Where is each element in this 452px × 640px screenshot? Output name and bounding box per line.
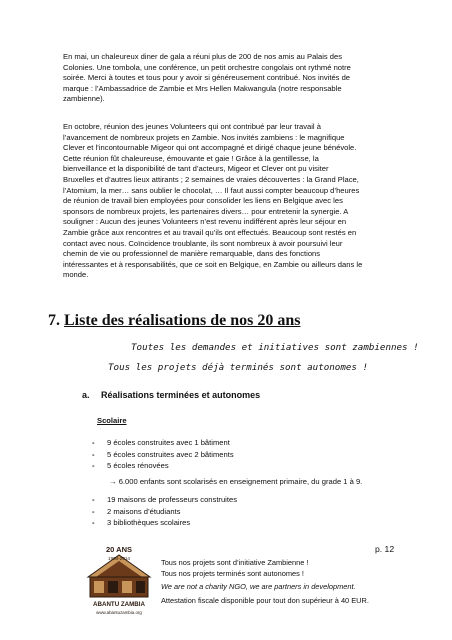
list-item (92, 517, 237, 529)
page-number: p. 12 (375, 544, 395, 554)
paragraph-line: Zambie grâce aux rencontres et au travail qu’ils ont effectués. Beaucoup sont restés en (63, 227, 357, 237)
list-item (92, 460, 234, 472)
footer-line-initiative: Tous nos projets sont d’initiative Zambienne ! (161, 558, 309, 567)
footer-line-autonomous: Tous nos projets terminés sont autonomes ! (161, 569, 304, 579)
paragraph-line: contact avec nous. Coïncidence troublante, ils sont nombreux à avoir poursuivi leur (63, 238, 343, 248)
paragraph-volunteers (63, 122, 398, 281)
abantu-zambia-logo (82, 543, 156, 621)
dash-bullet: - (92, 449, 95, 459)
paragraph-line: marque : l’Ambassadrice de Zambie et Mrs Hellen Makwangula (notre responsable (63, 83, 342, 93)
logo-dates: 1994-2014 (108, 556, 130, 561)
list-item (92, 506, 237, 518)
logo-name: ABANTU ZAMBIA (93, 601, 145, 608)
paragraph-gala (63, 52, 398, 105)
subsection-label: a. (82, 390, 90, 400)
list-item-text: 5 écoles construites avec 2 bâtiments (107, 449, 234, 459)
paragraph-line: souligner : Aucun des jeunes Volunteers n’est revenu indifférent après leur séjour en (63, 217, 347, 227)
list-item-text: 2 maisons d’étudiants (107, 506, 181, 516)
dash-bullet: - (92, 461, 95, 470)
section-title: Liste des réalisations de nos 20 ans (64, 312, 301, 329)
paragraph-line: monde. (63, 270, 89, 280)
school-list (92, 437, 234, 472)
paragraph-line: En octobre, réunion des jeunes Volunteers qui ont contribué par leur travail à (63, 122, 321, 131)
paragraph-line: Colonies. Une tombola, une conférence, un petit orchestre congolais ont rythmé notre (63, 62, 351, 72)
list-item (92, 494, 237, 506)
list-item (92, 449, 234, 461)
paragraph-line: de réunion de travail bien employées pour consolider les liens en Belgique avec les (63, 196, 343, 206)
paragraph-line: Bruxelles et d’autres lieux attirants ; 2 semaines de vraies découvertes : la Grand Place, (63, 174, 359, 184)
section-number: 7. (48, 312, 60, 329)
logo-url: www.abantuzambia.org (96, 610, 142, 615)
section-heading (48, 312, 300, 330)
tagline-autonomous-projects: Tous les projets déjà terminés sont autonomes ! (108, 362, 368, 373)
footer-line-partners: We are not a charity NGO, we are partners in development. (161, 582, 356, 592)
dash-bullet: - (92, 495, 95, 504)
paragraph-line: soirée. Merci à toutes et tous pour y avoir si généreusement contribué. Nos invités de (63, 73, 351, 83)
enrolment-note: → 6.000 enfants sont scolarisés en enseignement primaire, du grade 1 à 9. (109, 477, 363, 486)
paragraph-line: zambienne). (63, 94, 105, 104)
paragraph-line: En mai, un chaleureux diner de gala a réuni plus de 200 de nos amis au Palais des (63, 52, 343, 61)
subsection-heading (82, 390, 260, 400)
paragraph-line: chemin de vie ou professionnel de manière remarquable, dans des fonctions (63, 249, 321, 259)
paragraph-line: bienveillance et la disponibilité de tant d’acteurs, Migeor et Clever ont pu visiter (63, 164, 329, 174)
paragraph-line: intéressantes et à responsabilités, que ce soit en Belgique, en Zambie ou ailleurs dans le (63, 259, 363, 269)
tagline-zambian-initiatives: Toutes les demandes et initiatives sont zambiennes ! (131, 342, 419, 353)
dash-bullet: - (92, 438, 95, 447)
footer (161, 557, 369, 606)
paragraph-line: l’Atomium, la mer… sans oublier le chocolat, … Il faut aussi compter beaucoup d’heures (63, 185, 360, 195)
paragraph-line: l’avancement de nombreux projets en Zambie. Nos invités zambiens : le magnifique (63, 132, 345, 142)
paragraph-line: sponsors de nombreux projets, les partenaires divers… pour entretenir la synergie. A (63, 206, 349, 216)
list-item (92, 437, 234, 449)
logo-years: 20 ANS (106, 545, 132, 554)
list-item-text: 5 écoles rénovées (107, 461, 169, 470)
footer-line-tax-certificate: Attestation fiscale disponible pour tout don supérieur à 40 EUR. (161, 595, 369, 605)
dash-bullet: - (92, 518, 95, 527)
dash-bullet: - (92, 506, 95, 516)
subsection-title: Réalisations terminées et autonomes (101, 390, 261, 400)
category-heading: Scolaire (97, 416, 127, 425)
housing-list (92, 494, 237, 529)
paragraph-line: Cette réunion fût chaleureuse, émouvante et gaie ! Grâce à la gentillesse, la (63, 153, 319, 163)
list-item-text: 9 écoles construites avec 1 bâtiment (107, 438, 230, 447)
list-item-text: 19 maisons de professeurs construites (107, 495, 238, 504)
list-item-text: 3 bibliothèques scolaires (107, 518, 191, 527)
paragraph-line: Clever et l’incontournable Migeor qui ont accompagné et dirigé chaque jeune bénévole. (63, 143, 357, 153)
